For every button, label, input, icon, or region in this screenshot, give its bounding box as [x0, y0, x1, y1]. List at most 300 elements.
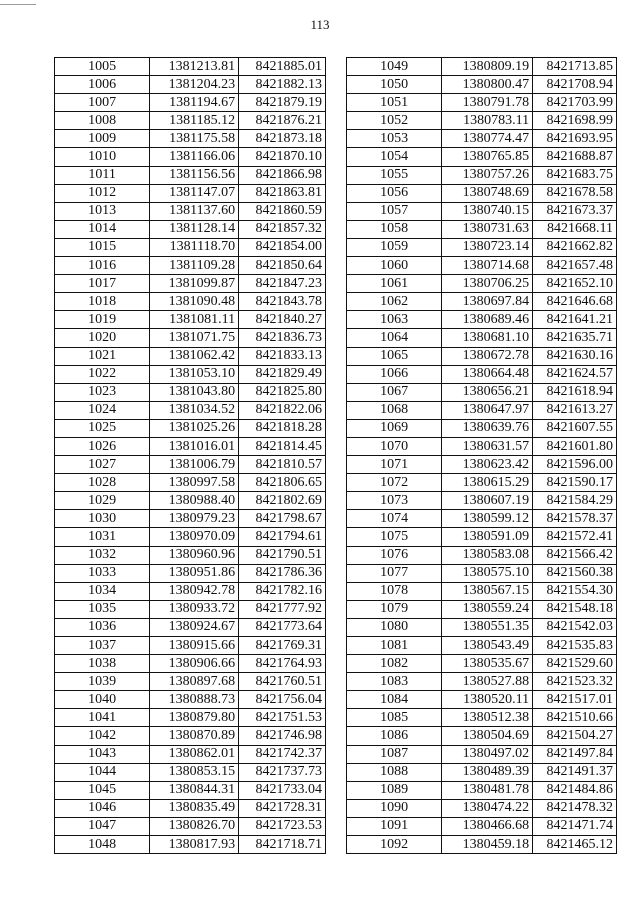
- x-coordinate-cell: 1380607.19: [442, 492, 533, 510]
- point-number-cell: 1053: [347, 130, 442, 148]
- table-row: [347, 329, 617, 347]
- x-coordinate-cell: 1381194.67: [150, 94, 239, 112]
- x-coordinate-cell: 1381081.11: [150, 311, 239, 329]
- point-number-cell: 1043: [55, 745, 150, 763]
- x-coordinate-cell: 1380714.68: [442, 257, 533, 275]
- x-coordinate-cell: 1380512.38: [442, 709, 533, 727]
- table-row: [55, 600, 326, 618]
- table-row: [55, 763, 326, 781]
- x-coordinate-cell: 1381043.80: [150, 383, 239, 401]
- y-coordinate-cell: 8421829.49: [239, 365, 326, 383]
- table-row: [347, 347, 617, 365]
- x-coordinate-cell: 1380543.49: [442, 637, 533, 655]
- y-coordinate-cell: 8421860.59: [239, 202, 326, 220]
- y-coordinate-cell: 8421769.31: [239, 637, 326, 655]
- table-row: [55, 311, 326, 329]
- y-coordinate-cell: 8421673.37: [533, 202, 617, 220]
- x-coordinate-cell: 1381147.07: [150, 184, 239, 202]
- point-number-cell: 1072: [347, 474, 442, 492]
- point-number-cell: 1005: [55, 58, 150, 76]
- y-coordinate-cell: 8421641.21: [533, 311, 617, 329]
- y-coordinate-cell: 8421517.01: [533, 691, 617, 709]
- x-coordinate-cell: 1380740.15: [442, 202, 533, 220]
- table-row: [55, 781, 326, 799]
- x-coordinate-cell: 1381016.01: [150, 437, 239, 455]
- y-coordinate-cell: 8421873.18: [239, 130, 326, 148]
- x-coordinate-cell: 1380888.73: [150, 691, 239, 709]
- y-coordinate-cell: 8421703.99: [533, 94, 617, 112]
- y-coordinate-cell: 8421742.37: [239, 745, 326, 763]
- y-coordinate-cell: 8421578.37: [533, 510, 617, 528]
- x-coordinate-cell: 1381204.23: [150, 76, 239, 94]
- point-number-cell: 1038: [55, 655, 150, 673]
- table-row: [55, 112, 326, 130]
- y-coordinate-cell: 8421866.98: [239, 166, 326, 184]
- x-coordinate-cell: 1380697.84: [442, 293, 533, 311]
- point-number-cell: 1039: [55, 673, 150, 691]
- y-coordinate-cell: 8421728.31: [239, 799, 326, 817]
- x-coordinate-cell: 1380567.15: [442, 582, 533, 600]
- y-coordinate-cell: 8421596.00: [533, 456, 617, 474]
- x-coordinate-cell: 1380997.58: [150, 474, 239, 492]
- coordinates-table-left: [54, 57, 326, 854]
- x-coordinate-cell: 1380951.86: [150, 564, 239, 582]
- table-row: [55, 510, 326, 528]
- x-coordinate-cell: 1380474.22: [442, 799, 533, 817]
- point-number-cell: 1048: [55, 836, 150, 854]
- table-row: [347, 637, 617, 655]
- y-coordinate-cell: 8421635.71: [533, 329, 617, 347]
- point-number-cell: 1020: [55, 329, 150, 347]
- point-number-cell: 1034: [55, 582, 150, 600]
- x-coordinate-cell: 1380853.15: [150, 763, 239, 781]
- table-row: [347, 275, 617, 293]
- x-coordinate-cell: 1380520.11: [442, 691, 533, 709]
- point-number-cell: 1025: [55, 419, 150, 437]
- x-coordinate-cell: 1380466.68: [442, 817, 533, 835]
- table-row: [347, 76, 617, 94]
- point-number-cell: 1060: [347, 257, 442, 275]
- x-coordinate-cell: 1380664.48: [442, 365, 533, 383]
- table-row: [347, 763, 617, 781]
- table-row: [55, 94, 326, 112]
- x-coordinate-cell: 1381118.70: [150, 238, 239, 256]
- y-coordinate-cell: 8421751.53: [239, 709, 326, 727]
- table-row: [347, 365, 617, 383]
- y-coordinate-cell: 8421668.11: [533, 220, 617, 238]
- table-row: [55, 365, 326, 383]
- table-row: [347, 492, 617, 510]
- x-coordinate-cell: 1380757.26: [442, 166, 533, 184]
- table-row: [55, 836, 326, 854]
- y-coordinate-cell: 8421566.42: [533, 546, 617, 564]
- table-row: [55, 238, 326, 256]
- y-coordinate-cell: 8421601.80: [533, 437, 617, 455]
- x-coordinate-cell: 1380459.18: [442, 836, 533, 854]
- table-row: [55, 148, 326, 166]
- x-coordinate-cell: 1380647.97: [442, 401, 533, 419]
- point-number-cell: 1052: [347, 112, 442, 130]
- x-coordinate-cell: 1380681.10: [442, 329, 533, 347]
- point-number-cell: 1062: [347, 293, 442, 311]
- x-coordinate-cell: 1380489.39: [442, 763, 533, 781]
- point-number-cell: 1030: [55, 510, 150, 528]
- table-row: [55, 401, 326, 419]
- point-number-cell: 1029: [55, 492, 150, 510]
- point-number-cell: 1082: [347, 655, 442, 673]
- point-number-cell: 1044: [55, 763, 150, 781]
- table-row: [55, 709, 326, 727]
- table-row: [347, 419, 617, 437]
- point-number-cell: 1065: [347, 347, 442, 365]
- table-row: [55, 184, 326, 202]
- point-number-cell: 1091: [347, 817, 442, 835]
- table-row: [55, 166, 326, 184]
- y-coordinate-cell: 8421678.58: [533, 184, 617, 202]
- y-coordinate-cell: 8421850.64: [239, 257, 326, 275]
- x-coordinate-cell: 1381156.56: [150, 166, 239, 184]
- y-coordinate-cell: 8421693.95: [533, 130, 617, 148]
- point-number-cell: 1080: [347, 618, 442, 636]
- table-row: [347, 293, 617, 311]
- y-coordinate-cell: 8421584.29: [533, 492, 617, 510]
- x-coordinate-cell: 1381034.52: [150, 401, 239, 419]
- x-coordinate-cell: 1380748.69: [442, 184, 533, 202]
- table-row: [55, 745, 326, 763]
- point-number-cell: 1042: [55, 727, 150, 745]
- point-number-cell: 1027: [55, 456, 150, 474]
- x-coordinate-cell: 1380535.67: [442, 655, 533, 673]
- y-coordinate-cell: 8421662.82: [533, 238, 617, 256]
- point-number-cell: 1061: [347, 275, 442, 293]
- x-coordinate-cell: 1380639.76: [442, 419, 533, 437]
- table-row: [55, 419, 326, 437]
- x-coordinate-cell: 1381090.48: [150, 293, 239, 311]
- y-coordinate-cell: 8421790.51: [239, 546, 326, 564]
- point-number-cell: 1089: [347, 781, 442, 799]
- point-number-cell: 1008: [55, 112, 150, 130]
- table-row: [347, 148, 617, 166]
- point-number-cell: 1017: [55, 275, 150, 293]
- table-row: [55, 293, 326, 311]
- x-coordinate-cell: 1380915.66: [150, 637, 239, 655]
- x-coordinate-cell: 1380631.57: [442, 437, 533, 455]
- point-number-cell: 1081: [347, 637, 442, 655]
- table-row: [55, 58, 326, 76]
- y-coordinate-cell: 8421857.32: [239, 220, 326, 238]
- x-coordinate-cell: 1380615.29: [442, 474, 533, 492]
- table-row: [347, 836, 617, 854]
- x-coordinate-cell: 1380826.70: [150, 817, 239, 835]
- x-coordinate-cell: 1381185.12: [150, 112, 239, 130]
- point-number-cell: 1014: [55, 220, 150, 238]
- table-row: [347, 618, 617, 636]
- point-number-cell: 1064: [347, 329, 442, 347]
- y-coordinate-cell: 8421822.06: [239, 401, 326, 419]
- x-coordinate-cell: 1381175.58: [150, 130, 239, 148]
- x-coordinate-cell: 1380924.67: [150, 618, 239, 636]
- y-coordinate-cell: 8421760.51: [239, 673, 326, 691]
- table-row: [55, 817, 326, 835]
- x-coordinate-cell: 1381071.75: [150, 329, 239, 347]
- point-number-cell: 1084: [347, 691, 442, 709]
- y-coordinate-cell: 8421630.16: [533, 347, 617, 365]
- table-row: [55, 673, 326, 691]
- point-number-cell: 1075: [347, 528, 442, 546]
- point-number-cell: 1063: [347, 311, 442, 329]
- point-number-cell: 1021: [55, 347, 150, 365]
- x-coordinate-cell: 1380723.14: [442, 238, 533, 256]
- table-row: [347, 546, 617, 564]
- y-coordinate-cell: 8421794.61: [239, 528, 326, 546]
- x-coordinate-cell: 1380783.11: [442, 112, 533, 130]
- x-coordinate-cell: 1380765.85: [442, 148, 533, 166]
- point-number-cell: 1055: [347, 166, 442, 184]
- y-coordinate-cell: 8421746.98: [239, 727, 326, 745]
- table-row: [347, 600, 617, 618]
- point-number-cell: 1024: [55, 401, 150, 419]
- point-number-cell: 1049: [347, 58, 442, 76]
- table-row: [347, 655, 617, 673]
- y-coordinate-cell: 8421478.32: [533, 799, 617, 817]
- x-coordinate-cell: 1380672.78: [442, 347, 533, 365]
- table-row: [347, 94, 617, 112]
- point-number-cell: 1087: [347, 745, 442, 763]
- point-number-cell: 1022: [55, 365, 150, 383]
- x-coordinate-cell: 1381137.60: [150, 202, 239, 220]
- x-coordinate-cell: 1380689.46: [442, 311, 533, 329]
- point-number-cell: 1007: [55, 94, 150, 112]
- table-row: [347, 112, 617, 130]
- table-row: [347, 184, 617, 202]
- table-row: [347, 528, 617, 546]
- point-number-cell: 1028: [55, 474, 150, 492]
- table-row: [347, 130, 617, 148]
- table-row: [55, 655, 326, 673]
- table-row: [347, 202, 617, 220]
- point-number-cell: 1040: [55, 691, 150, 709]
- table-row: [347, 474, 617, 492]
- point-number-cell: 1031: [55, 528, 150, 546]
- table-row: [55, 130, 326, 148]
- x-coordinate-cell: 1380942.78: [150, 582, 239, 600]
- point-number-cell: 1019: [55, 311, 150, 329]
- y-coordinate-cell: 8421847.23: [239, 275, 326, 293]
- x-coordinate-cell: 1380504.69: [442, 727, 533, 745]
- y-coordinate-cell: 8421854.00: [239, 238, 326, 256]
- table-row: [55, 618, 326, 636]
- point-number-cell: 1006: [55, 76, 150, 94]
- point-number-cell: 1066: [347, 365, 442, 383]
- point-number-cell: 1026: [55, 437, 150, 455]
- point-number-cell: 1068: [347, 401, 442, 419]
- point-number-cell: 1032: [55, 546, 150, 564]
- y-coordinate-cell: 8421652.10: [533, 275, 617, 293]
- point-number-cell: 1074: [347, 510, 442, 528]
- y-coordinate-cell: 8421798.67: [239, 510, 326, 528]
- scan-edge-mark: [0, 4, 36, 5]
- x-coordinate-cell: 1380960.96: [150, 546, 239, 564]
- point-number-cell: 1033: [55, 564, 150, 582]
- y-coordinate-cell: 8421572.41: [533, 528, 617, 546]
- x-coordinate-cell: 1380970.09: [150, 528, 239, 546]
- point-number-cell: 1077: [347, 564, 442, 582]
- x-coordinate-cell: 1380844.31: [150, 781, 239, 799]
- y-coordinate-cell: 8421510.66: [533, 709, 617, 727]
- table-row: [347, 311, 617, 329]
- y-coordinate-cell: 8421833.13: [239, 347, 326, 365]
- point-number-cell: 1015: [55, 238, 150, 256]
- x-coordinate-cell: 1381099.87: [150, 275, 239, 293]
- x-coordinate-cell: 1380591.09: [442, 528, 533, 546]
- y-coordinate-cell: 8421554.30: [533, 582, 617, 600]
- table-row: [55, 456, 326, 474]
- y-coordinate-cell: 8421504.27: [533, 727, 617, 745]
- x-coordinate-cell: 1380559.24: [442, 600, 533, 618]
- y-coordinate-cell: 8421484.86: [533, 781, 617, 799]
- table-row: [347, 564, 617, 582]
- x-coordinate-cell: 1380906.66: [150, 655, 239, 673]
- table-row: [55, 546, 326, 564]
- point-number-cell: 1046: [55, 799, 150, 817]
- y-coordinate-cell: 8421818.28: [239, 419, 326, 437]
- y-coordinate-cell: 8421718.71: [239, 836, 326, 854]
- y-coordinate-cell: 8421879.19: [239, 94, 326, 112]
- y-coordinate-cell: 8421814.45: [239, 437, 326, 455]
- y-coordinate-cell: 8421471.74: [533, 817, 617, 835]
- table-row: [55, 220, 326, 238]
- x-coordinate-cell: 1380575.10: [442, 564, 533, 582]
- point-number-cell: 1058: [347, 220, 442, 238]
- coordinates-table-right: [346, 57, 617, 854]
- y-coordinate-cell: 8421646.68: [533, 293, 617, 311]
- point-number-cell: 1092: [347, 836, 442, 854]
- x-coordinate-cell: 1380870.89: [150, 727, 239, 745]
- point-number-cell: 1036: [55, 618, 150, 636]
- x-coordinate-cell: 1380791.78: [442, 94, 533, 112]
- x-coordinate-cell: 1380481.78: [442, 781, 533, 799]
- point-number-cell: 1054: [347, 148, 442, 166]
- table-row: [347, 582, 617, 600]
- point-number-cell: 1073: [347, 492, 442, 510]
- x-coordinate-cell: 1380623.42: [442, 456, 533, 474]
- point-number-cell: 1076: [347, 546, 442, 564]
- y-coordinate-cell: 8421657.48: [533, 257, 617, 275]
- x-coordinate-cell: 1380809.19: [442, 58, 533, 76]
- table-row: [347, 781, 617, 799]
- y-coordinate-cell: 8421624.57: [533, 365, 617, 383]
- y-coordinate-cell: 8421529.60: [533, 655, 617, 673]
- y-coordinate-cell: 8421497.84: [533, 745, 617, 763]
- page-number: 113: [310, 17, 330, 32]
- y-coordinate-cell: 8421607.55: [533, 419, 617, 437]
- x-coordinate-cell: 1380599.12: [442, 510, 533, 528]
- point-number-cell: 1056: [347, 184, 442, 202]
- point-number-cell: 1070: [347, 437, 442, 455]
- y-coordinate-cell: 8421542.03: [533, 618, 617, 636]
- x-coordinate-cell: 1380774.47: [442, 130, 533, 148]
- point-number-cell: 1009: [55, 130, 150, 148]
- y-coordinate-cell: 8421698.99: [533, 112, 617, 130]
- point-number-cell: 1069: [347, 419, 442, 437]
- table-row: [55, 347, 326, 365]
- x-coordinate-cell: 1381025.26: [150, 419, 239, 437]
- y-coordinate-cell: 8421560.38: [533, 564, 617, 582]
- y-coordinate-cell: 8421708.94: [533, 76, 617, 94]
- table-row: [55, 257, 326, 275]
- table-row: [55, 637, 326, 655]
- point-number-cell: 1057: [347, 202, 442, 220]
- x-coordinate-cell: 1381128.14: [150, 220, 239, 238]
- y-coordinate-cell: 8421802.69: [239, 492, 326, 510]
- x-coordinate-cell: 1380817.93: [150, 836, 239, 854]
- point-number-cell: 1035: [55, 600, 150, 618]
- point-number-cell: 1010: [55, 148, 150, 166]
- point-number-cell: 1083: [347, 673, 442, 691]
- table-row: [347, 166, 617, 184]
- table-row: [55, 564, 326, 582]
- x-coordinate-cell: 1380583.08: [442, 546, 533, 564]
- table-row: [55, 691, 326, 709]
- y-coordinate-cell: 8421683.75: [533, 166, 617, 184]
- y-coordinate-cell: 8421713.85: [533, 58, 617, 76]
- y-coordinate-cell: 8421836.73: [239, 329, 326, 347]
- x-coordinate-cell: 1381053.10: [150, 365, 239, 383]
- table-row: [347, 383, 617, 401]
- table-row: [347, 510, 617, 528]
- y-coordinate-cell: 8421733.04: [239, 781, 326, 799]
- y-coordinate-cell: 8421810.57: [239, 456, 326, 474]
- x-coordinate-cell: 1380988.40: [150, 492, 239, 510]
- table-row: [55, 76, 326, 94]
- table-row: [55, 383, 326, 401]
- x-coordinate-cell: 1380551.35: [442, 618, 533, 636]
- coordinates-table-left-body: [55, 58, 326, 854]
- table-row: [55, 329, 326, 347]
- y-coordinate-cell: 8421590.17: [533, 474, 617, 492]
- y-coordinate-cell: 8421870.10: [239, 148, 326, 166]
- y-coordinate-cell: 8421773.64: [239, 618, 326, 636]
- y-coordinate-cell: 8421465.12: [533, 836, 617, 854]
- table-row: [55, 492, 326, 510]
- table-row: [55, 799, 326, 817]
- point-number-cell: 1045: [55, 781, 150, 799]
- y-coordinate-cell: 8421786.36: [239, 564, 326, 582]
- x-coordinate-cell: 1381062.42: [150, 347, 239, 365]
- point-number-cell: 1016: [55, 257, 150, 275]
- table-row: [347, 799, 617, 817]
- y-coordinate-cell: 8421825.80: [239, 383, 326, 401]
- point-number-cell: 1086: [347, 727, 442, 745]
- point-number-cell: 1071: [347, 456, 442, 474]
- point-number-cell: 1047: [55, 817, 150, 835]
- point-number-cell: 1090: [347, 799, 442, 817]
- table-row: [347, 691, 617, 709]
- table-row: [347, 437, 617, 455]
- y-coordinate-cell: 8421523.32: [533, 673, 617, 691]
- y-coordinate-cell: 8421843.78: [239, 293, 326, 311]
- table-row: [55, 528, 326, 546]
- point-number-cell: 1051: [347, 94, 442, 112]
- y-coordinate-cell: 8421782.16: [239, 582, 326, 600]
- y-coordinate-cell: 8421876.21: [239, 112, 326, 130]
- x-coordinate-cell: 1380497.02: [442, 745, 533, 763]
- y-coordinate-cell: 8421613.27: [533, 401, 617, 419]
- x-coordinate-cell: 1380656.21: [442, 383, 533, 401]
- coordinates-table-right-body: [347, 58, 617, 854]
- y-coordinate-cell: 8421548.18: [533, 600, 617, 618]
- x-coordinate-cell: 1381109.28: [150, 257, 239, 275]
